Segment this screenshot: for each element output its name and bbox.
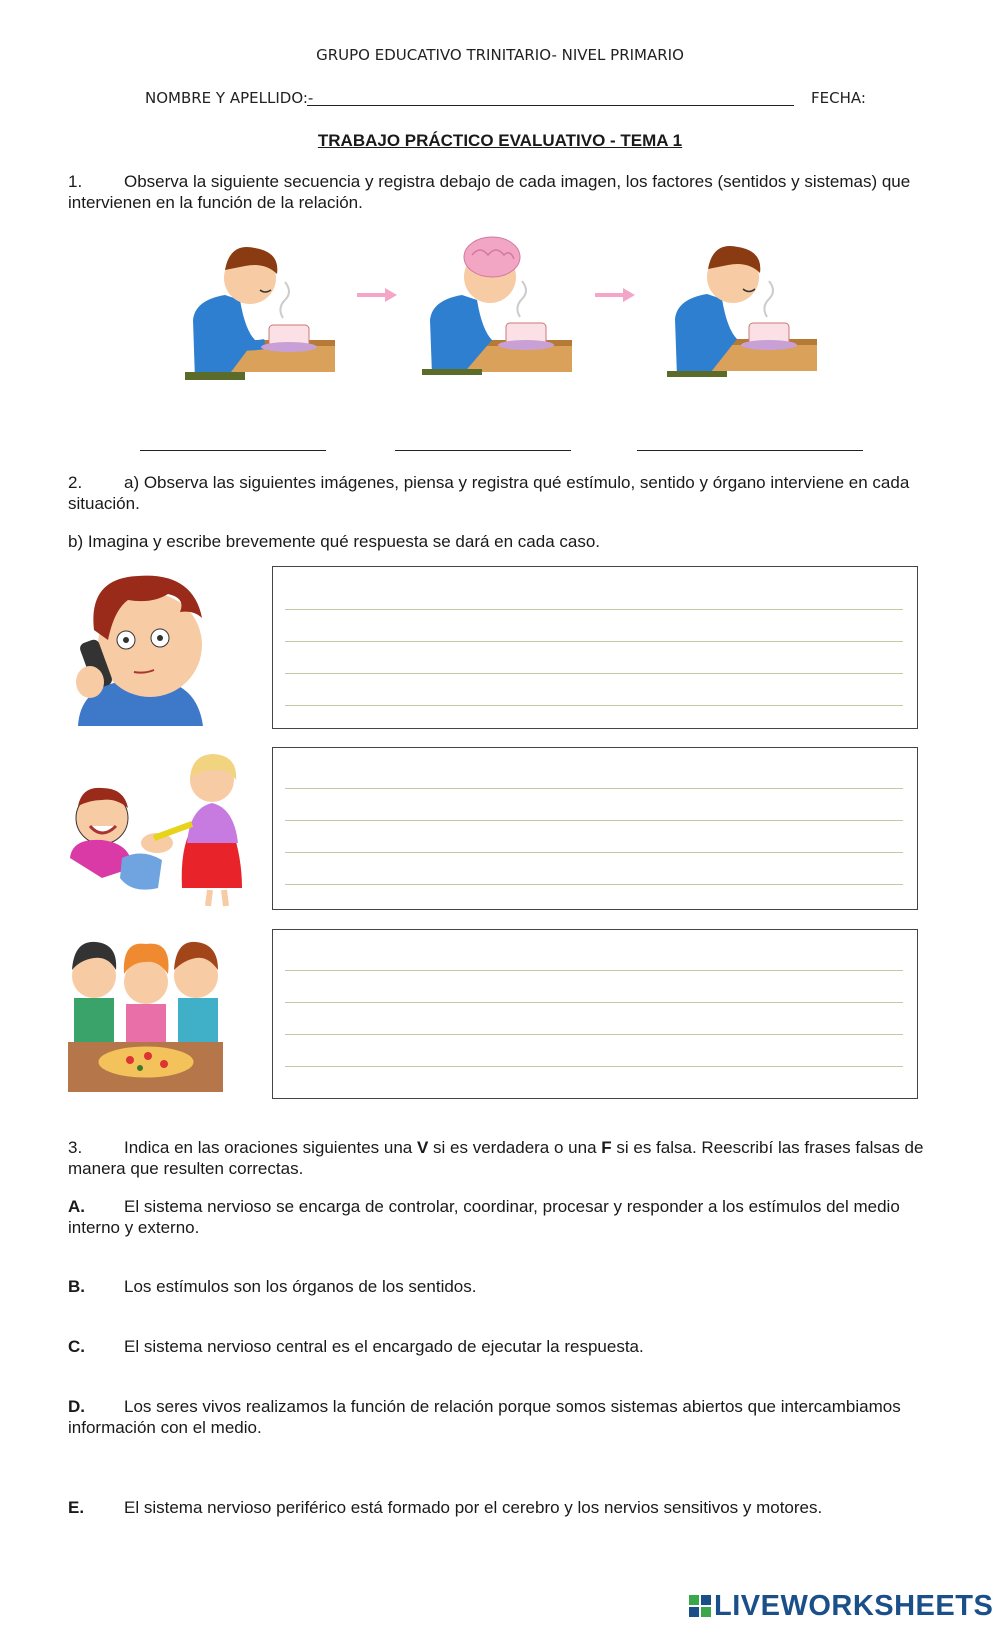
answer-line-2[interactable] — [395, 450, 571, 451]
question-2-number: 2. — [68, 473, 83, 492]
statement-c — [68, 1336, 948, 1357]
answer-box-2[interactable] — [272, 747, 918, 910]
statement-letter: C. — [68, 1337, 85, 1356]
question-3-number: 3. — [68, 1138, 83, 1157]
statement-text: Los estímulos son los órganos de los sentidos. — [124, 1277, 477, 1296]
girl-tickling-boy-image — [62, 748, 257, 908]
statement-b — [68, 1276, 948, 1297]
statement-e — [68, 1497, 948, 1518]
statement-letter: A. — [68, 1197, 85, 1216]
writing-line — [285, 884, 903, 885]
question-1-number: 1. — [68, 172, 83, 191]
statement-letter: D. — [68, 1397, 85, 1416]
writing-line — [285, 820, 903, 821]
writing-line — [285, 970, 903, 971]
statement-text: El sistema nervioso central es el encargado de ejecutar la respuesta. — [124, 1337, 644, 1356]
kids-with-pizza-image — [68, 930, 223, 1092]
statement-text: El sistema nervioso se encarga de controlar, coordinar, procesar y responder a los estímulos del medio interno y externo. — [68, 1197, 900, 1237]
statement-text: El sistema nervioso periférico está formado por el cerebro y los nervios sensitivos y motores. — [124, 1498, 823, 1517]
question-1 — [68, 171, 948, 213]
writing-line — [285, 852, 903, 853]
statement-d — [68, 1396, 948, 1438]
statement-letter: E. — [68, 1498, 85, 1517]
school-name: GRUPO EDUCATIVO TRINITARIO- NIVEL PRIMARIO — [316, 46, 684, 64]
arrow-right-icon — [357, 287, 399, 303]
page-title: TRABAJO PRÁCTICO EVALUATIVO - TEMA 1 — [317, 131, 683, 150]
writing-line — [285, 673, 903, 674]
name-label: NOMBRE Y APELLIDO:- — [145, 89, 314, 107]
writing-line — [285, 788, 903, 789]
footer-brand: LIVEWORKSHEETS — [714, 1590, 994, 1622]
writing-line — [285, 705, 903, 706]
date-label: FECHA: — [811, 89, 866, 107]
sequence-boy-smelling-1 — [185, 240, 335, 380]
writing-line — [285, 609, 903, 610]
answer-box-3[interactable] — [272, 929, 918, 1099]
boy-on-phone-image — [68, 570, 206, 726]
sequence-boy-brain — [422, 235, 572, 375]
answer-line-3[interactable] — [637, 450, 863, 451]
name-field-line[interactable] — [307, 105, 794, 106]
question-3-intro-post: si es falsa. Reescribí las frases falsas de manera que resulten correctas. — [68, 1138, 924, 1178]
writing-line — [285, 1034, 903, 1035]
question-2-text-a: a) Observa las siguientes imágenes, piensa y registra qué estímulo, sentido y órgano interviene en cada situación. — [68, 473, 910, 513]
writing-line — [285, 641, 903, 642]
question-3-intro-pre: Indica en las oraciones siguientes una — [124, 1138, 417, 1157]
question-3-intro-mid: si es verdadera o una — [428, 1138, 602, 1157]
question-2 — [68, 472, 948, 514]
question-2-text-b: b) Imagina y escribe brevemente qué respuesta se dará en cada caso. — [68, 532, 601, 551]
statement-text: Los seres vivos realizamos la función de relación porque somos sistemas abiertos que intercambiamos información con el medio. — [68, 1397, 901, 1437]
sequence-boy-smelling-2 — [667, 237, 817, 377]
question-1-text: Observa la siguiente secuencia y registra debajo de cada imagen, los factores (sentidos y sistemas) que intervienen en la función de la relación. — [68, 172, 911, 212]
true-letter: V — [416, 1138, 429, 1157]
arrow-right-icon — [595, 287, 637, 303]
statement-a — [68, 1196, 948, 1238]
false-letter: F — [601, 1138, 612, 1157]
writing-line — [285, 1066, 903, 1067]
writing-line — [285, 1002, 903, 1003]
statement-letter: B. — [68, 1277, 85, 1296]
question-3 — [68, 1137, 948, 1179]
answer-box-1[interactable] — [272, 566, 918, 729]
answer-line-1[interactable] — [140, 450, 326, 451]
liveworksheets-logo-icon — [689, 1595, 713, 1619]
